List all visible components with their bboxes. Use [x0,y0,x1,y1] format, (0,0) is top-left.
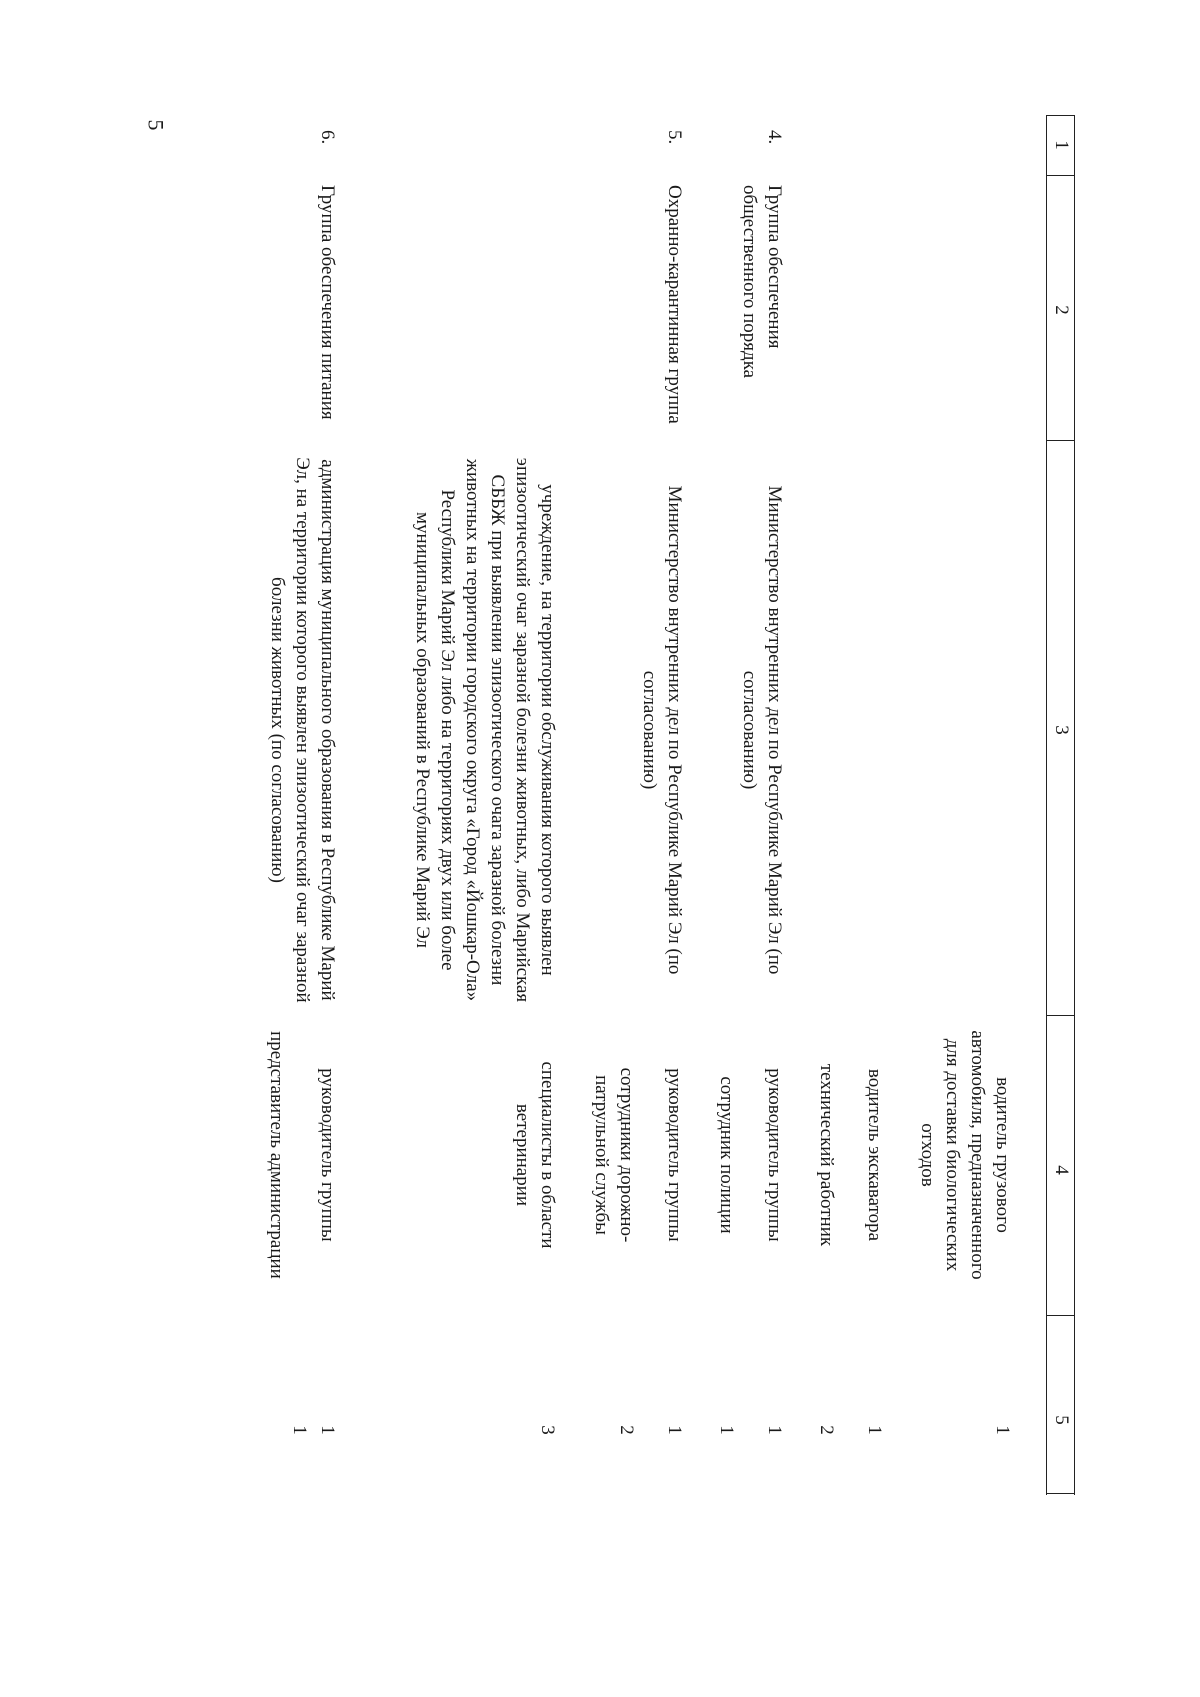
row-number: 4. [764,130,785,145]
group-name: Охранно-карантинная группа [664,185,685,424]
position-count: 1 [764,1425,785,1435]
header-col-1: 1 [1051,140,1072,150]
position-count: 1 [317,1425,338,1435]
position-title: технический работник [816,1063,837,1247]
row-number: 6. [317,130,338,145]
group-name: Группа обеспечения общественного порядка [739,185,785,379]
group-name: Группа обеспечения питания [317,185,338,420]
header-divider [1047,1493,1075,1494]
header-divider [1047,115,1075,116]
position-title: сотрудник полиции [716,1076,737,1234]
organization-name: Министерство внутренних дел по Республике Марий Эл (по согласованию) [639,485,685,975]
position-count: 3 [537,1425,558,1435]
header-divider [1047,1015,1075,1016]
position-count: 1 [664,1425,685,1435]
page-number: 5 [143,119,169,131]
position-title: водитель грузового автомобиля, предназначенного для доставки биологических отходов [917,1030,1013,1280]
row-number: 5. [664,130,685,145]
position-count: 1 [716,1425,737,1435]
header-col-3: 3 [1051,725,1072,735]
header-col-5: 5 [1051,1415,1072,1425]
header-col-2: 2 [1051,305,1072,315]
table-header-bottom-border [1046,115,1047,1495]
position-title: представитель администрации [266,1031,287,1279]
position-title: водитель экскаватора [864,1068,885,1242]
organization-name: учреждение, на территории обслуживания которого выявлен эпизоотический очаг заразной болезни животных, либо Марийская СББЖ при выявлении эпизоотического очага заразной болезни животных на территории городского округа «Город «Йошкар-Ола» Республики Марий Эл либо на территориях двух или более муниципальных образований в Республике Марий Эл [412,457,558,1003]
rotated-table-sheet [215,115,1075,1495]
organization-name: Министерство внутренних дел по Республике Марий Эл (по согласованию) [739,485,785,975]
position-count: 2 [816,1425,837,1435]
position-count: 1 [289,1425,310,1435]
header-divider [1047,175,1075,176]
position-title: специалисты в области ветеринарии [512,1061,558,1249]
header-divider [1047,1315,1075,1316]
position-count: 1 [864,1425,885,1435]
position-count: 2 [616,1425,637,1435]
header-col-4: 4 [1051,1165,1072,1175]
position-title: руководитель группы [317,1068,338,1242]
position-title: руководитель группы [664,1068,685,1242]
position-title: сотрудники дорожно-патрульной службы [591,1067,637,1243]
position-count: 1 [992,1425,1013,1435]
position-title: руководитель группы [764,1068,785,1242]
organization-name: администрация муниципального образования в Республике Марий Эл, на территории которого выявлен эпизоотический очаг заразной болезни животных (по согласованию) [267,457,338,1003]
header-divider [1047,440,1075,441]
table-header-top-border [1074,115,1075,1495]
